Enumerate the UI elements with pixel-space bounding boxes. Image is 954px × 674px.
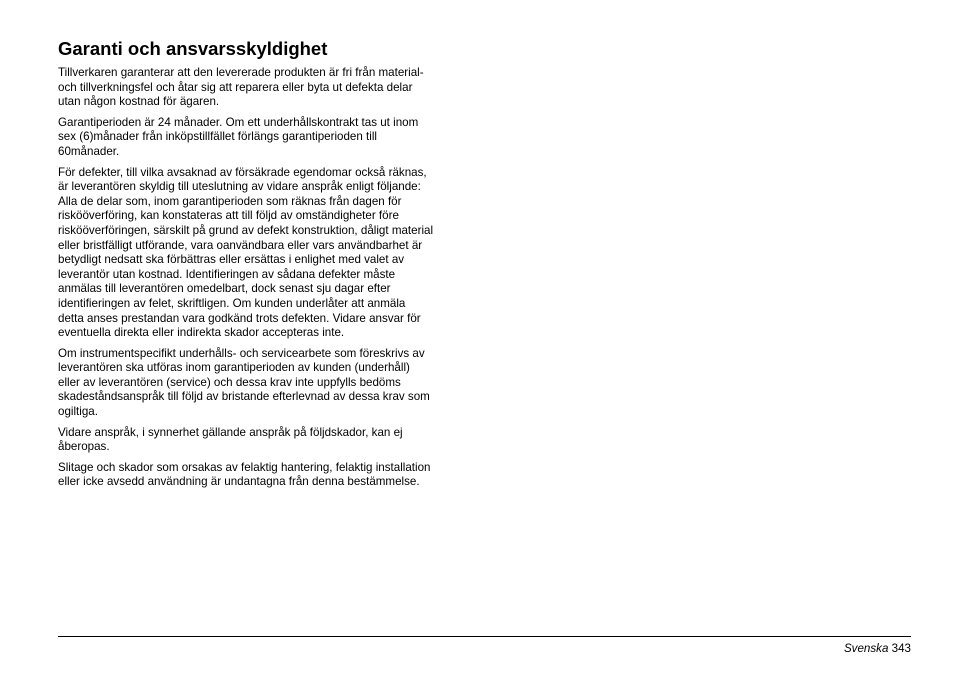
paragraph-further-claims: Vidare anspråk, i synnerhet gällande anspråk på följdskador, kan ej åberopas. <box>58 425 403 454</box>
page-title: Garanti och ansvarsskyldighet <box>58 38 328 59</box>
paragraph-warranty-intro: Tillverkaren garanterar att den levererade produkten är fri från material- och tillverkningsfel och åtar sig att reparera eller byta ut defekta delar utan någon kostnad för ägaren. <box>58 66 424 109</box>
paragraph-warranty-period: Garantiperioden är 24 månader. Om ett underhållskontrakt tas ut inom sex (6)månader från inköpstillfället förlängs garantiperioden till 60månader. <box>58 115 419 158</box>
paragraph-defects: För defekter, till vilka avsaknad av försäkrade egendomar också räknas, är leverantören skyldig till uteslutning av vidare anspråk enligt följande: Alla de delar som, inom garantiperioden som räknas från dagen för riskööverföring, kan konstateras att till följd av omständigheter före riskööverföringen, särskilt på grund av defekt konstruktion, dåligt material eller bristfälligt utförande, vara oanvändbara eller vars användbarhet är betydligt nedsatt ska förbättras eller ersättas i enlighet med valet av leverantör utan kostnad. Identifieringen av sådana defekter måste anmälas till leverantören omedelbart, dock senast sju dagar efter identifieringen av felet, skriftligen. Om kunden underlåter att anmäla detta anses prestandan vara godkänd trots defekten. Vidare ansvar för eventuella direkta eller indirekta skador accepteras inte. <box>58 165 434 340</box>
page-number: 343 <box>891 642 911 655</box>
document-body <box>58 38 474 496</box>
paragraph-maintenance: Om instrumentspecifikt underhålls- och servicearbete som föreskrivs av leverantören ska utföras inom garantiperioden av kunden (underhåll) eller av leverantören (service) och dessa krav inte uppfylls bedöms skadeståndsanspråk till följd av bristande efterlevnad av dessa krav som ogiltiga. <box>58 346 430 419</box>
page-footer <box>844 642 911 656</box>
paragraph-wear-exclusion: Slitage och skador som orsakas av felaktig hantering, felaktig installation eller icke avsedd användning är undantagna från denna bestämmelse. <box>58 460 431 489</box>
footer-divider <box>58 636 911 637</box>
footer-language: Svenska <box>843 642 889 655</box>
